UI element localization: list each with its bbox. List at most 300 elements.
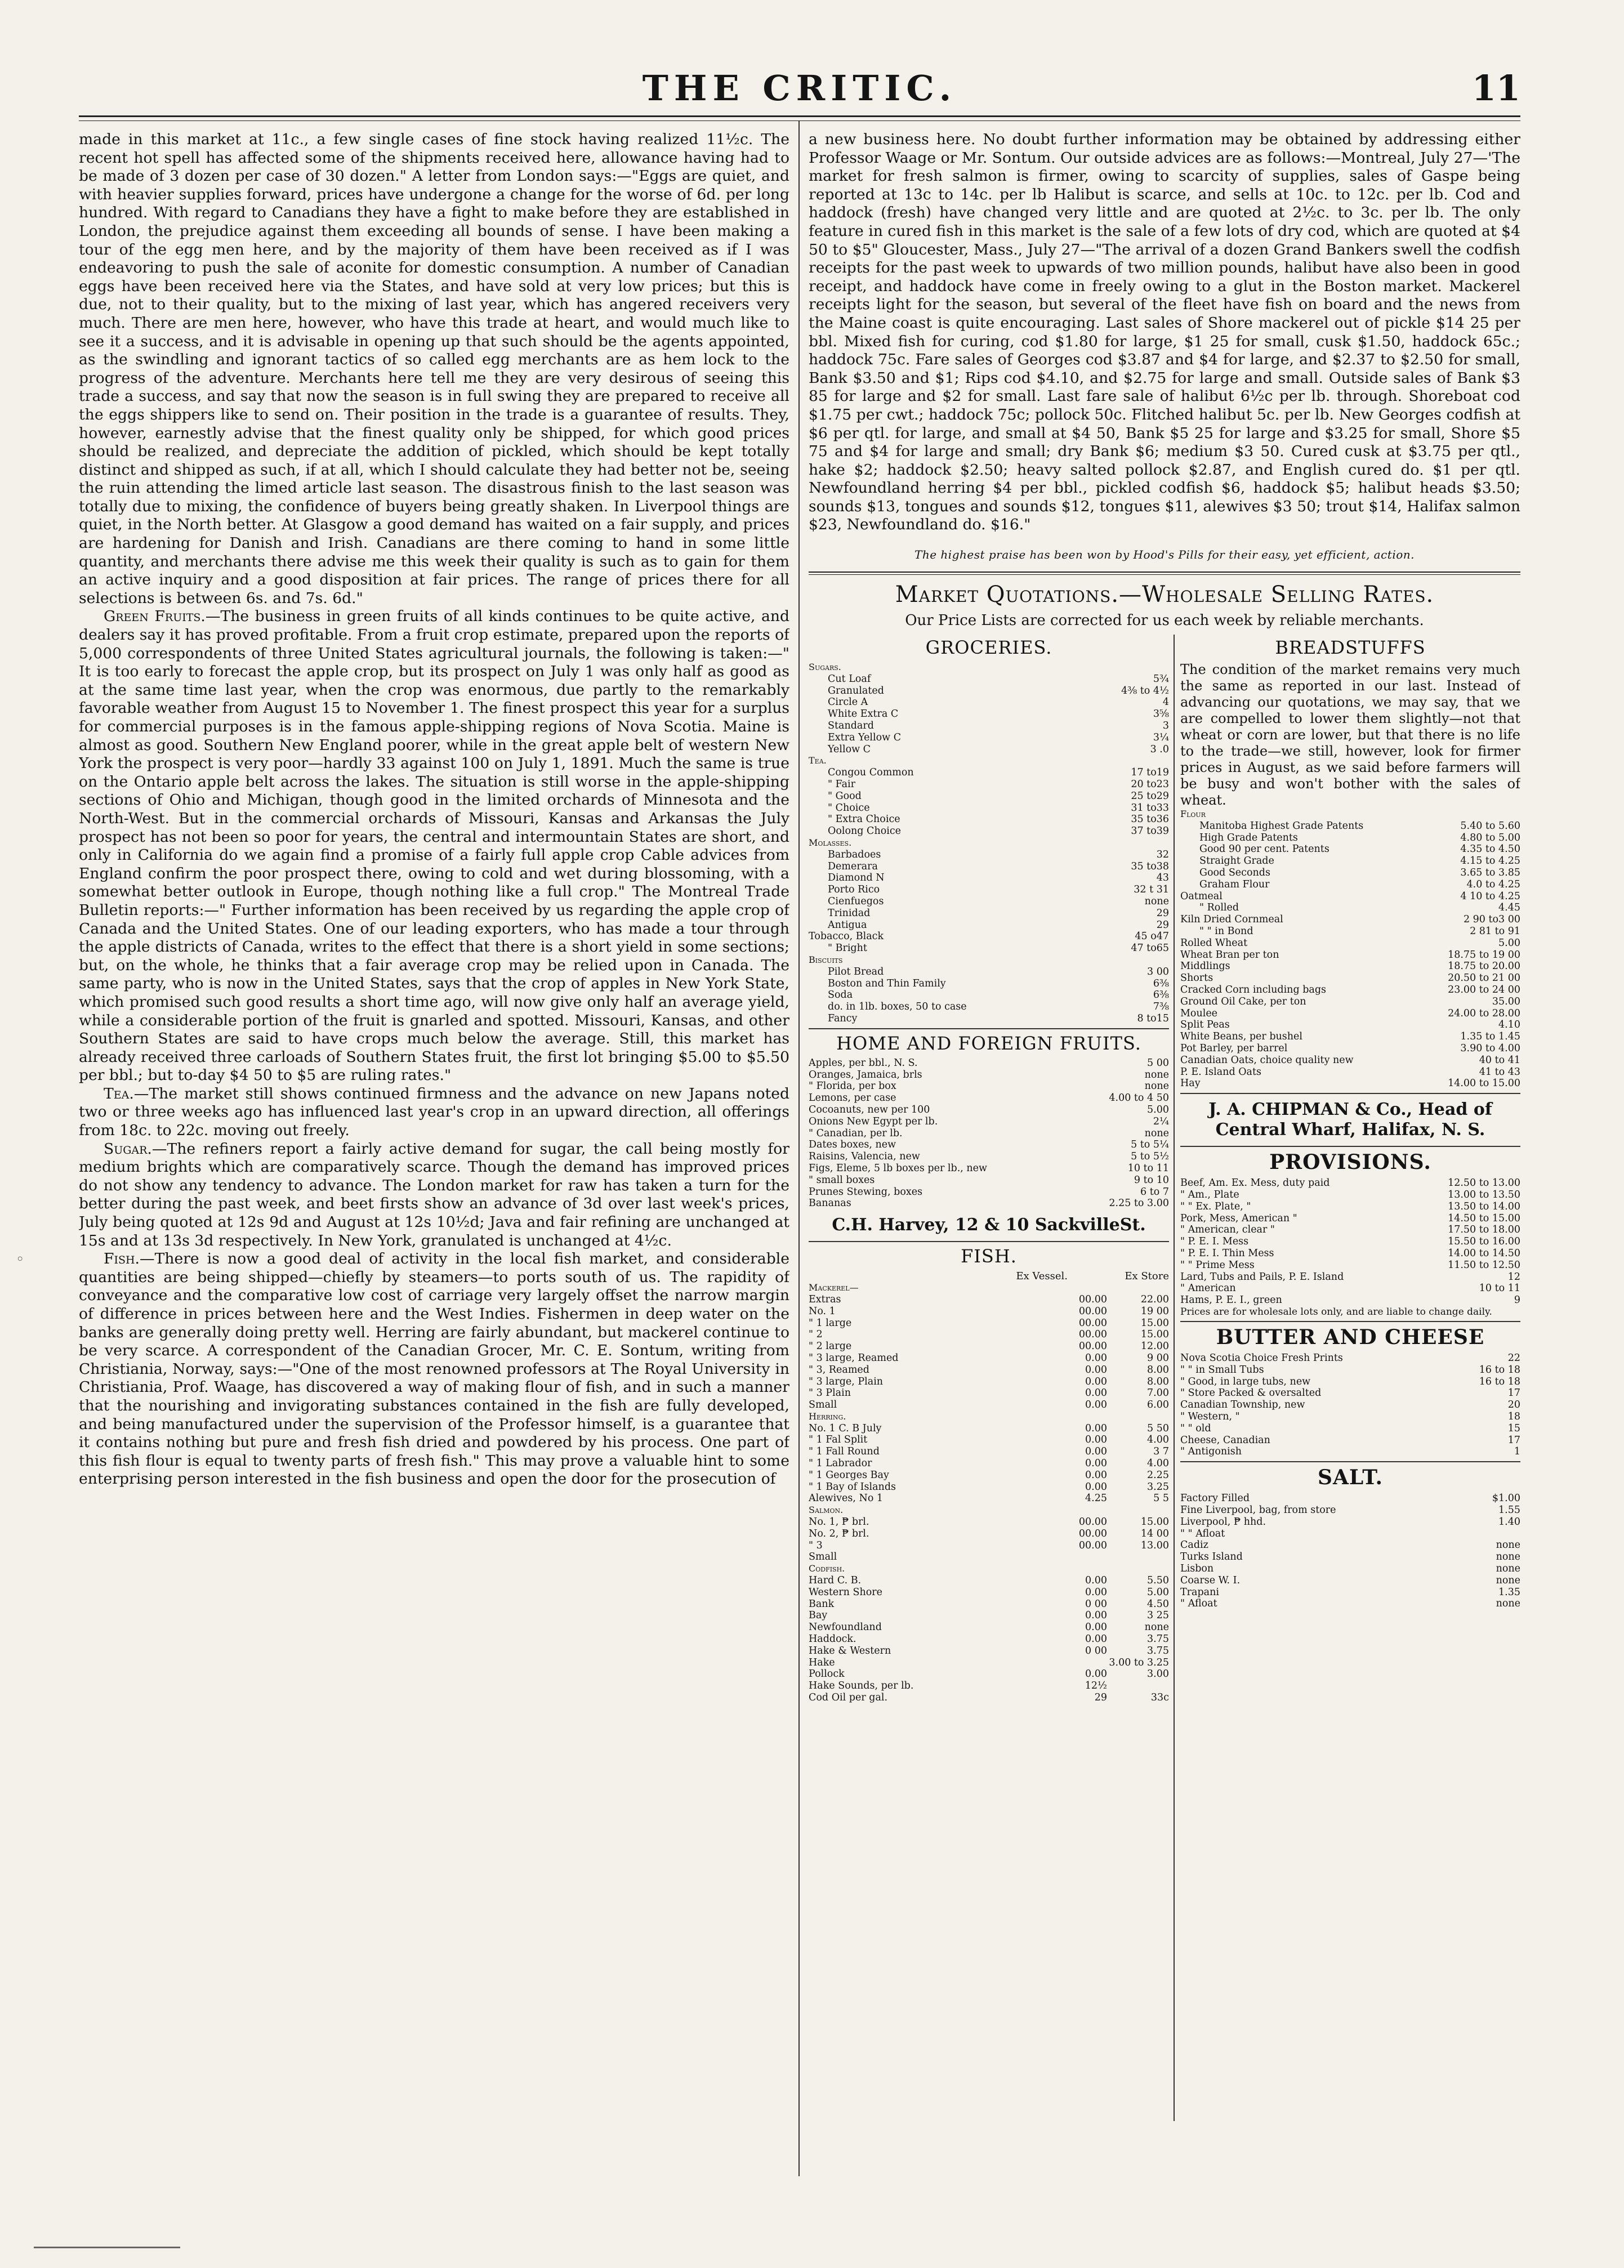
price-label: Canadian Township, new bbox=[1180, 1399, 1305, 1411]
price-label: " American bbox=[1180, 1283, 1236, 1294]
price-value: 4.80 to 5.00 bbox=[1460, 832, 1520, 843]
price-row bbox=[809, 1352, 1169, 1364]
price-row bbox=[1180, 1283, 1520, 1294]
price-row bbox=[1180, 1504, 1520, 1516]
price-value: 8 to15 bbox=[1137, 1012, 1169, 1024]
price-row bbox=[1180, 1189, 1520, 1201]
price-row bbox=[809, 825, 1169, 837]
price-ex-vessel: 0.00 bbox=[1085, 1622, 1107, 1633]
price-ex-vessel: 0.00 bbox=[1085, 1434, 1107, 1446]
price-label: Bank bbox=[809, 1598, 835, 1610]
price-label: " 1 Fall Round bbox=[809, 1446, 880, 1458]
price-row bbox=[1180, 1008, 1520, 1020]
price-label: Hake bbox=[809, 1657, 835, 1668]
price-value: 5 00 bbox=[1147, 1057, 1169, 1069]
price-label: Moulee bbox=[1180, 1007, 1218, 1019]
price-label: Herring. bbox=[809, 1410, 846, 1422]
price-row bbox=[1180, 1587, 1520, 1599]
price-value: 40 to 41 bbox=[1479, 1054, 1520, 1066]
price-ex-store bbox=[1107, 1411, 1169, 1423]
price-row bbox=[1180, 1294, 1520, 1306]
price-row bbox=[809, 1446, 1169, 1458]
price-label: Diamond N bbox=[828, 872, 885, 884]
price-label: Lard, Tubs and Pails, P. E. Island bbox=[1180, 1271, 1344, 1283]
price-label: Bananas bbox=[809, 1198, 851, 1209]
price-label: " Florida, per box bbox=[809, 1081, 896, 1092]
price-label: Prunes Stewing, boxes bbox=[809, 1186, 923, 1198]
price-label: Hams, P. E. I., green bbox=[1180, 1294, 1282, 1306]
price-ex-store: 3.75 bbox=[1147, 1645, 1169, 1657]
price-label: " 1 Labrador bbox=[809, 1458, 872, 1470]
price-ex-vessel bbox=[1045, 1411, 1107, 1423]
price-value: 6⅜ bbox=[1153, 989, 1169, 1001]
price-ex-store: 3.00 to 3.25 bbox=[1109, 1657, 1169, 1668]
price-row bbox=[1180, 1201, 1520, 1213]
price-row bbox=[1180, 1598, 1520, 1610]
price-column-divider bbox=[1174, 635, 1175, 2121]
price-row bbox=[809, 1657, 1169, 1669]
price-label: Mackerel— bbox=[809, 1282, 859, 1293]
price-value: 20 bbox=[1507, 1399, 1520, 1411]
price-ex-store: 13.00 bbox=[1140, 1539, 1169, 1551]
price-label: " 1 Bay of Islands bbox=[809, 1481, 896, 1493]
price-row bbox=[809, 1081, 1169, 1092]
article-paragraph-tea: Tea.—The market still shows continued firmness and the advance on new Japans noted two or three weeks ago has influenced last year's crop in an upward direction, all offerings from 18c. to 22c. moving out freely. bbox=[79, 1084, 789, 1140]
price-row bbox=[809, 966, 1169, 978]
price-label: " " in Bond bbox=[1199, 926, 1253, 937]
price-value: 5.40 to 5.60 bbox=[1460, 820, 1520, 832]
price-label: Good 90 per cent. Patents bbox=[1199, 843, 1329, 855]
price-ex-vessel: 00.00 bbox=[1078, 1305, 1107, 1317]
price-row bbox=[809, 1104, 1169, 1116]
price-ex-store: 3 25 bbox=[1147, 1610, 1169, 1622]
price-value: none bbox=[1496, 1551, 1520, 1563]
price-label: Straight Grade bbox=[1199, 855, 1274, 867]
price-ex-store: 9 00 bbox=[1147, 1352, 1169, 1364]
price-row bbox=[1180, 843, 1520, 855]
groceries-table bbox=[809, 662, 1169, 1025]
price-row bbox=[809, 1399, 1169, 1411]
price-value: none bbox=[1144, 896, 1169, 907]
price-value: 15.50 to 16.00 bbox=[1448, 1236, 1520, 1248]
price-value: 3.90 to 4.00 bbox=[1460, 1043, 1520, 1054]
price-value: 4.00 to 4 50 bbox=[1109, 1092, 1169, 1104]
price-row bbox=[1180, 1539, 1520, 1551]
price-value bbox=[1101, 662, 1169, 673]
price-value bbox=[1101, 755, 1169, 767]
price-ex-store: 8.00 bbox=[1147, 1364, 1169, 1376]
price-label: Antigua bbox=[828, 919, 867, 931]
fish-title: FISH. bbox=[961, 1245, 1017, 1267]
price-row bbox=[809, 1069, 1169, 1081]
price-label: Rolled Wheat bbox=[1180, 937, 1248, 949]
price-value: 25 to29 bbox=[1131, 790, 1169, 802]
price-value: 6 to 7 bbox=[1140, 1186, 1169, 1198]
provisions-title: PROVISIONS. bbox=[1269, 1150, 1431, 1175]
price-label: Oolong Choice bbox=[828, 825, 902, 837]
price-value: 2¼ bbox=[1153, 1115, 1169, 1127]
price-value: 12.50 to 13.00 bbox=[1448, 1177, 1520, 1189]
price-label: Beef, Am. Ex. Mess, duty paid bbox=[1180, 1177, 1330, 1189]
price-row bbox=[809, 1116, 1169, 1128]
price-value: 5.00 bbox=[1498, 937, 1520, 949]
price-label: Haddock. bbox=[809, 1633, 856, 1645]
price-row bbox=[1180, 1078, 1520, 1090]
price-label: Pollock bbox=[809, 1668, 845, 1680]
price-label: Biscuits bbox=[809, 954, 843, 965]
newspaper-title: THE CRITIC. bbox=[642, 68, 957, 109]
price-ex-vessel bbox=[1045, 1563, 1107, 1575]
price-row bbox=[809, 1163, 1169, 1175]
price-row bbox=[809, 1128, 1169, 1140]
price-row bbox=[809, 1680, 1169, 1692]
price-row bbox=[809, 708, 1169, 720]
price-row bbox=[1180, 1043, 1520, 1055]
price-ex-vessel: 0.00 bbox=[1085, 1352, 1107, 1364]
salt-table bbox=[1180, 1493, 1520, 1610]
section-lead: Sugar. bbox=[104, 1140, 152, 1158]
price-label: " Bright bbox=[828, 943, 867, 954]
price-ex-store: 3.25 bbox=[1147, 1481, 1169, 1493]
price-row bbox=[809, 919, 1169, 931]
price-ex-store: 22.00 bbox=[1140, 1293, 1169, 1305]
article-continuation: a new business here. No doubt further information may be obtained by addressing either Professor Waage or Mr. Sontum. Our outside advices are as follows:—Montreal, July 27—'The market for fresh salmon is firmer, owing to scarcity of supplies, sales of Gaspe being reported at 13c to 14c. per lb Halibut is scarce, and sells at 10c. to 12c. per lb. Cod and haddock (fresh) have changed very little and are quoted at 2½c. to 3c. per lb. The only feature in cured fish in this market is the sale of a few lots of dry cod, which are quoted at $4 50 to $5" Gloucester, Mass., July 27—"The arrival of a dozen Grand Bankers swell the codfish receipts for the past week to upwards of two million pounds, halibut have also been in good receipt, and haddock have come in freely owing to a glut in the Boston market. Mackerel receipts light for the season, but several of the fleet have fish on board and the news from the Maine coast is quite encouraging. Last sales of Shore mackerel out of pickle $14 25 per bbl. Mixed fish for curing, cod $1.80 for large, $1 25 for small, cusk $1.50, haddock 65c.; haddock 75c. Fare sales of Georges cod $3.87 and $4 for large, and $2.37 to $2.50 for small, Bank $3.50 and $1; Rips cod $4.10, and $2.75 for large and small. Outside sales of Bank $3 85 for large and $2 for small. Last fare sale of halibut 6½c per lb. through. Shoreboat cod $1.75 per cwt.; haddock 75c; pollock 50c. Flitched halibut 5c. per lb. New Georges codfish at $6 per qtl. for large, and small at $4 50, Bank $5 25 for large and $3.25 for small, Shore $5 75 and $4 for large and small; dry Bank $6; medium $3 50. Cured cusk at $3.75 per qtl., hake $2; haddock $2.50; heavy salted pollock $2.87, and English cured do. $1 per qtl. Newfoundland herring $4 per bbl., pickled codfish $6, haddock $5; halibut heads $3.50; sounds $13, tongues and sounds $12, tongues $11, alewives $3 50; trout $14, Halifax salmon $23, Newfoundland do. $16." bbox=[809, 131, 1520, 534]
price-value: 5 to 5½ bbox=[1131, 1151, 1169, 1163]
price-row bbox=[809, 1294, 1169, 1306]
page-number: 11 bbox=[1471, 68, 1520, 109]
price-value: 10 to 11 bbox=[1479, 1283, 1520, 1294]
price-row bbox=[1180, 1435, 1520, 1446]
price-row bbox=[1180, 1224, 1520, 1236]
price-label: White Extra C bbox=[828, 708, 899, 720]
price-row bbox=[1180, 1387, 1520, 1399]
price-row bbox=[1180, 1423, 1520, 1435]
price-row bbox=[1180, 1031, 1520, 1043]
price-row bbox=[1180, 1376, 1520, 1388]
price-row bbox=[1180, 972, 1520, 984]
butter-cheese-table bbox=[1180, 1352, 1520, 1458]
price-row bbox=[809, 755, 1169, 767]
price-label: Ground Oil Cake, per ton bbox=[1180, 995, 1306, 1007]
price-ex-store bbox=[1107, 1551, 1169, 1563]
price-ex-store: 8.00 bbox=[1147, 1376, 1169, 1387]
price-label: " " Ex. Plate, " bbox=[1180, 1200, 1251, 1212]
price-row bbox=[1180, 1563, 1520, 1575]
price-row bbox=[809, 1692, 1169, 1704]
price-label: Hard C. B. bbox=[809, 1575, 862, 1587]
price-value bbox=[1101, 954, 1169, 966]
price-label: Molasses. bbox=[809, 837, 852, 849]
price-ex-store: 3.00 bbox=[1147, 1668, 1169, 1680]
price-label: Figs, Eleme, 5 lb boxes per lb., new bbox=[809, 1162, 987, 1174]
price-row bbox=[809, 1540, 1169, 1552]
price-label: Fancy bbox=[828, 1012, 858, 1024]
price-value: 18.75 to 19 00 bbox=[1448, 949, 1520, 961]
price-row bbox=[1180, 855, 1520, 867]
price-ex-store: 6.00 bbox=[1147, 1399, 1169, 1411]
price-label: " P. E. I. Thin Mess bbox=[1180, 1247, 1274, 1259]
price-ex-vessel: 0.00 bbox=[1085, 1633, 1107, 1645]
price-row bbox=[809, 1186, 1169, 1198]
fish-table bbox=[809, 1282, 1169, 1704]
price-value: 17 bbox=[1507, 1434, 1520, 1446]
price-ex-vessel: 0.00 bbox=[1085, 1610, 1107, 1622]
price-ex-vessel: 00.00 bbox=[1078, 1293, 1107, 1305]
fish-column-headers bbox=[809, 1270, 1169, 1282]
section-divider bbox=[809, 1028, 1169, 1029]
price-value: 45 o47 bbox=[1135, 931, 1169, 943]
price-row bbox=[1180, 820, 1520, 832]
price-value: 7⅜ bbox=[1153, 1001, 1169, 1013]
masthead-rule bbox=[79, 115, 1520, 121]
price-row bbox=[809, 1633, 1169, 1645]
price-label: " 2 large bbox=[809, 1341, 852, 1352]
price-row bbox=[1180, 867, 1520, 879]
price-row bbox=[809, 1516, 1169, 1528]
price-row bbox=[809, 1318, 1169, 1329]
price-value: 18 bbox=[1507, 1410, 1520, 1422]
price-ex-store bbox=[1107, 1282, 1169, 1294]
price-label: Tea. bbox=[809, 755, 827, 766]
price-label: Middlings bbox=[1180, 961, 1230, 972]
price-label: Barbadoes bbox=[828, 849, 881, 860]
price-row bbox=[809, 1587, 1169, 1599]
price-ex-vessel: 0.00 bbox=[1085, 1399, 1107, 1411]
price-label: " 1 Georges Bay bbox=[809, 1469, 889, 1481]
price-row bbox=[809, 1528, 1169, 1540]
price-label: " " Prime Mess bbox=[1180, 1259, 1255, 1271]
price-row bbox=[809, 896, 1169, 908]
price-value: 5¾ bbox=[1153, 673, 1169, 685]
price-row bbox=[1180, 1493, 1520, 1504]
price-ex-vessel bbox=[1045, 1282, 1107, 1294]
butter-cheese-title: BUTTER AND CHEESE bbox=[1216, 1325, 1485, 1349]
price-value: 16 to 18 bbox=[1479, 1364, 1520, 1376]
price-label: Bay bbox=[809, 1610, 828, 1622]
price-label: " Am., Plate bbox=[1180, 1189, 1239, 1200]
price-label: Extra Yellow C bbox=[828, 731, 902, 743]
price-label: Lemons, per case bbox=[809, 1092, 896, 1104]
price-ex-vessel: 29 bbox=[1094, 1692, 1107, 1704]
price-label: Dates boxes, new bbox=[809, 1139, 896, 1151]
price-label: " " Afloat bbox=[1180, 1528, 1225, 1539]
fish-header-ex-store: Ex Store bbox=[1125, 1270, 1169, 1283]
price-row bbox=[809, 861, 1169, 873]
price-row bbox=[1180, 1019, 1520, 1031]
price-row bbox=[809, 1013, 1169, 1025]
price-value: 4.15 to 4.25 bbox=[1460, 855, 1520, 867]
price-value: 6⅜ bbox=[1153, 977, 1169, 989]
price-row bbox=[809, 1376, 1169, 1388]
price-value: 22 bbox=[1507, 1352, 1520, 1364]
breadstuffs-title: BREADSTUFFS bbox=[1275, 637, 1426, 659]
price-ex-store: none bbox=[1144, 1622, 1169, 1633]
price-label: do. in 1lb. boxes, 50 to case bbox=[828, 1001, 967, 1013]
price-ex-vessel bbox=[1045, 1657, 1107, 1669]
price-value: 20.50 to 21 00 bbox=[1448, 972, 1520, 984]
price-ex-store: 15.00 bbox=[1140, 1516, 1169, 1528]
price-row bbox=[1180, 1364, 1520, 1376]
price-ex-vessel: 00.00 bbox=[1078, 1516, 1107, 1528]
price-value: 24.00 to 28.00 bbox=[1448, 1007, 1520, 1019]
price-label: " 2 bbox=[809, 1329, 823, 1341]
price-label: Turks Island bbox=[1180, 1551, 1243, 1563]
price-label: Yellow C bbox=[828, 743, 871, 755]
price-ex-store: 15.00 bbox=[1140, 1317, 1169, 1329]
price-label: " 3 large, Plain bbox=[809, 1376, 884, 1387]
price-row bbox=[809, 849, 1169, 861]
section-divider bbox=[1180, 1146, 1520, 1147]
price-value bbox=[1101, 837, 1169, 849]
price-value: 4.0 to 4.25 bbox=[1466, 878, 1520, 890]
price-label: Split Peas bbox=[1180, 1019, 1230, 1031]
price-value: 1.35 to 1.45 bbox=[1460, 1031, 1520, 1043]
breadstuffs-text: The condition of the market remains very much the same as reported in our last. Instead of advancing our quotations, we may say, that we are compelled to lower them slightly—not that wheat or corn are lower, but that there is no life to the trade—we still, however, look for firmer prices in August, as we said before farmers will be busy and won't bother with the sales of wheat. bbox=[1180, 662, 1520, 809]
price-row bbox=[1180, 996, 1520, 1008]
price-row bbox=[809, 814, 1169, 825]
price-row bbox=[1180, 1399, 1520, 1411]
price-label: " Antigonish bbox=[1180, 1446, 1242, 1458]
price-label: Boston and Thin Family bbox=[828, 977, 946, 989]
price-value: 23.00 to 24 00 bbox=[1448, 984, 1520, 996]
price-row bbox=[809, 931, 1169, 943]
price-row bbox=[809, 697, 1169, 708]
price-label: " Choice bbox=[828, 802, 870, 814]
price-value: 1.35 bbox=[1498, 1586, 1520, 1598]
price-row bbox=[1180, 1551, 1520, 1563]
masthead bbox=[79, 68, 1520, 113]
market-quotations-title: Market Quotations.—Wholesale Selling Rates. bbox=[895, 582, 1434, 608]
price-row bbox=[809, 685, 1169, 697]
price-value: 32 bbox=[1156, 849, 1169, 860]
price-value: 5.00 bbox=[1147, 1104, 1169, 1115]
section-divider bbox=[1180, 1093, 1520, 1094]
price-label: " 3, Reamed bbox=[809, 1364, 869, 1376]
price-value: 13.00 to 13.50 bbox=[1448, 1189, 1520, 1200]
price-value: 15 bbox=[1507, 1422, 1520, 1434]
price-value: 14.50 to 15.00 bbox=[1448, 1212, 1520, 1224]
price-ex-store: 4.50 bbox=[1147, 1598, 1169, 1610]
section-divider bbox=[1180, 1321, 1520, 1322]
price-label: " Afloat bbox=[1180, 1598, 1217, 1610]
article-paragraph-fish: Fish.—There is now a good deal of activity in the local fish market, and considerable quantities are being shipped—chiefly by steamers—to ports south of us. The rapidity of conveyance and the comparative low cost of carriage very largely offset the narrow margin of difference in prices between here and the West Indies. Fishermen in deep water on the banks are generally doing pretty well. Herring are fairly abundant, but mackerel continue to be very scarce. A correspondent of the Canadian Grocer, Mr. C. E. Sontum, writing from Christiania, Norway, says:—"One of the most renowned professors at The Royal University in Christiania, Prof. Waage, has discovered a way of making flour of fish, and in such a manner that the nourishing and invigorating substances contained in the fish are fully developed, and being manufactured under the supervision of the Professor himself, is a guarantee that it contains nothing but pure and fresh fish dried and powdered by his process. One part of this fish flour is equal to twenty parts of fresh fish." This may prove a valuable hint to some enterprising person interested in the fish business and open the door for the prosecution of bbox=[79, 1250, 789, 1488]
price-row bbox=[809, 662, 1169, 673]
price-ex-vessel: 0 00 bbox=[1085, 1645, 1107, 1657]
price-row bbox=[809, 954, 1169, 966]
price-label: Liverpool, ₱ hhd. bbox=[1180, 1516, 1266, 1528]
price-value: 3 .0 bbox=[1150, 743, 1169, 755]
price-row bbox=[809, 872, 1169, 884]
price-value: none bbox=[1144, 1069, 1169, 1081]
price-row bbox=[1180, 1271, 1520, 1283]
fruits-table bbox=[809, 1057, 1169, 1209]
price-value: 1.40 bbox=[1498, 1516, 1520, 1528]
price-ex-vessel: 0.00 bbox=[1085, 1387, 1107, 1399]
price-row bbox=[809, 1470, 1169, 1481]
price-row bbox=[809, 1341, 1169, 1352]
section-lead: Green Fruits. bbox=[104, 608, 206, 626]
price-label: Lisbon bbox=[1180, 1562, 1214, 1574]
price-row bbox=[809, 1151, 1169, 1163]
price-label: Wheat Bran per ton bbox=[1180, 949, 1279, 961]
price-row bbox=[809, 837, 1169, 849]
price-ex-vessel: 00.00 bbox=[1078, 1539, 1107, 1551]
price-label: " " old bbox=[1180, 1422, 1211, 1434]
price-label: P. E. Island Oats bbox=[1180, 1066, 1262, 1078]
price-row bbox=[809, 1668, 1169, 1680]
price-row bbox=[809, 1610, 1169, 1622]
price-label: " 3 large, Reamed bbox=[809, 1352, 899, 1364]
section-divider bbox=[809, 1241, 1169, 1242]
price-row bbox=[809, 744, 1169, 756]
price-value: 18.75 to 20.00 bbox=[1448, 961, 1520, 972]
price-row bbox=[809, 791, 1169, 802]
price-ex-vessel: 0.00 bbox=[1085, 1586, 1107, 1598]
price-value: 41 to 43 bbox=[1479, 1066, 1520, 1078]
price-ex-vessel bbox=[1045, 1504, 1107, 1516]
price-row bbox=[809, 978, 1169, 990]
price-ex-vessel: 0.00 bbox=[1085, 1422, 1107, 1434]
price-row bbox=[1180, 1528, 1520, 1540]
price-row bbox=[809, 673, 1169, 685]
price-row bbox=[809, 1575, 1169, 1587]
price-value: 29 bbox=[1156, 919, 1169, 931]
price-row bbox=[1180, 1177, 1520, 1189]
price-row bbox=[809, 802, 1169, 814]
price-label: Cadiz bbox=[1180, 1539, 1208, 1551]
price-label: " American, clear " bbox=[1180, 1224, 1275, 1236]
price-row bbox=[809, 1423, 1169, 1435]
fruits-dealer: C.H. Harvey, 12 & 10 SackvilleSt. bbox=[832, 1215, 1146, 1235]
price-row bbox=[1180, 1213, 1520, 1225]
price-value: none bbox=[1496, 1562, 1520, 1574]
price-label: Flour bbox=[1180, 809, 1206, 820]
breadstuffs-dealer: J. A. CHIPMAN & Co., Head of Central Wharf, Halifax, N. S. bbox=[1208, 1100, 1492, 1140]
price-label: " small boxes bbox=[809, 1174, 875, 1186]
price-label: Extras bbox=[809, 1293, 841, 1305]
price-value: 35.00 bbox=[1492, 995, 1520, 1007]
price-row bbox=[1180, 1055, 1520, 1066]
price-lists bbox=[809, 635, 1520, 2155]
price-label: " " in Small Tubs bbox=[1180, 1364, 1264, 1376]
price-row bbox=[1180, 949, 1520, 961]
price-label: Porto Rico bbox=[828, 884, 880, 896]
price-row bbox=[809, 1645, 1169, 1657]
article-paragraph-sugar: Sugar.—The refiners report a fairly active demand for sugar, the call being mostly for medium brights which are comparatively scarce. Though the demand has improved prices do not show any tendency to advance. The London market for raw has taken a turn for the better during the past week, and beet firsts show an advance of 3d over last week's prices, July being quoted at 12s 9d and August at 12s 10½d; Java and fair refining are unchanged at 15s and at 13s 3d respectively. In New York, granulated is unchanged at 4½c. bbox=[79, 1140, 789, 1249]
price-label: Kiln Dried Cornmeal bbox=[1180, 914, 1283, 926]
price-label: Sugars. bbox=[809, 662, 841, 673]
price-value: none bbox=[1496, 1539, 1520, 1551]
price-row bbox=[809, 779, 1169, 791]
price-value: 4⅜ to 4½ bbox=[1121, 685, 1169, 697]
price-value: 29 bbox=[1156, 907, 1169, 919]
price-label: Oatmeal bbox=[1180, 890, 1223, 902]
price-row bbox=[809, 1175, 1169, 1186]
price-label: Apples, per bbl., N. S. bbox=[809, 1057, 918, 1069]
price-value: 47 to65 bbox=[1131, 943, 1169, 954]
price-ex-store: 2.25 bbox=[1147, 1469, 1169, 1481]
price-row bbox=[1180, 891, 1520, 903]
price-row bbox=[809, 1282, 1169, 1294]
price-ex-store: 12.00 bbox=[1140, 1341, 1169, 1352]
price-label: Cocoanuts, new per 100 bbox=[809, 1104, 930, 1115]
price-row bbox=[1180, 926, 1520, 937]
price-label: Oranges, Jamaica, brls bbox=[809, 1069, 922, 1081]
price-row bbox=[809, 1092, 1169, 1104]
price-ex-vessel: 0.00 bbox=[1085, 1364, 1107, 1376]
price-ex-store: 14 00 bbox=[1140, 1528, 1169, 1539]
price-label: " Western, " bbox=[1180, 1410, 1240, 1422]
